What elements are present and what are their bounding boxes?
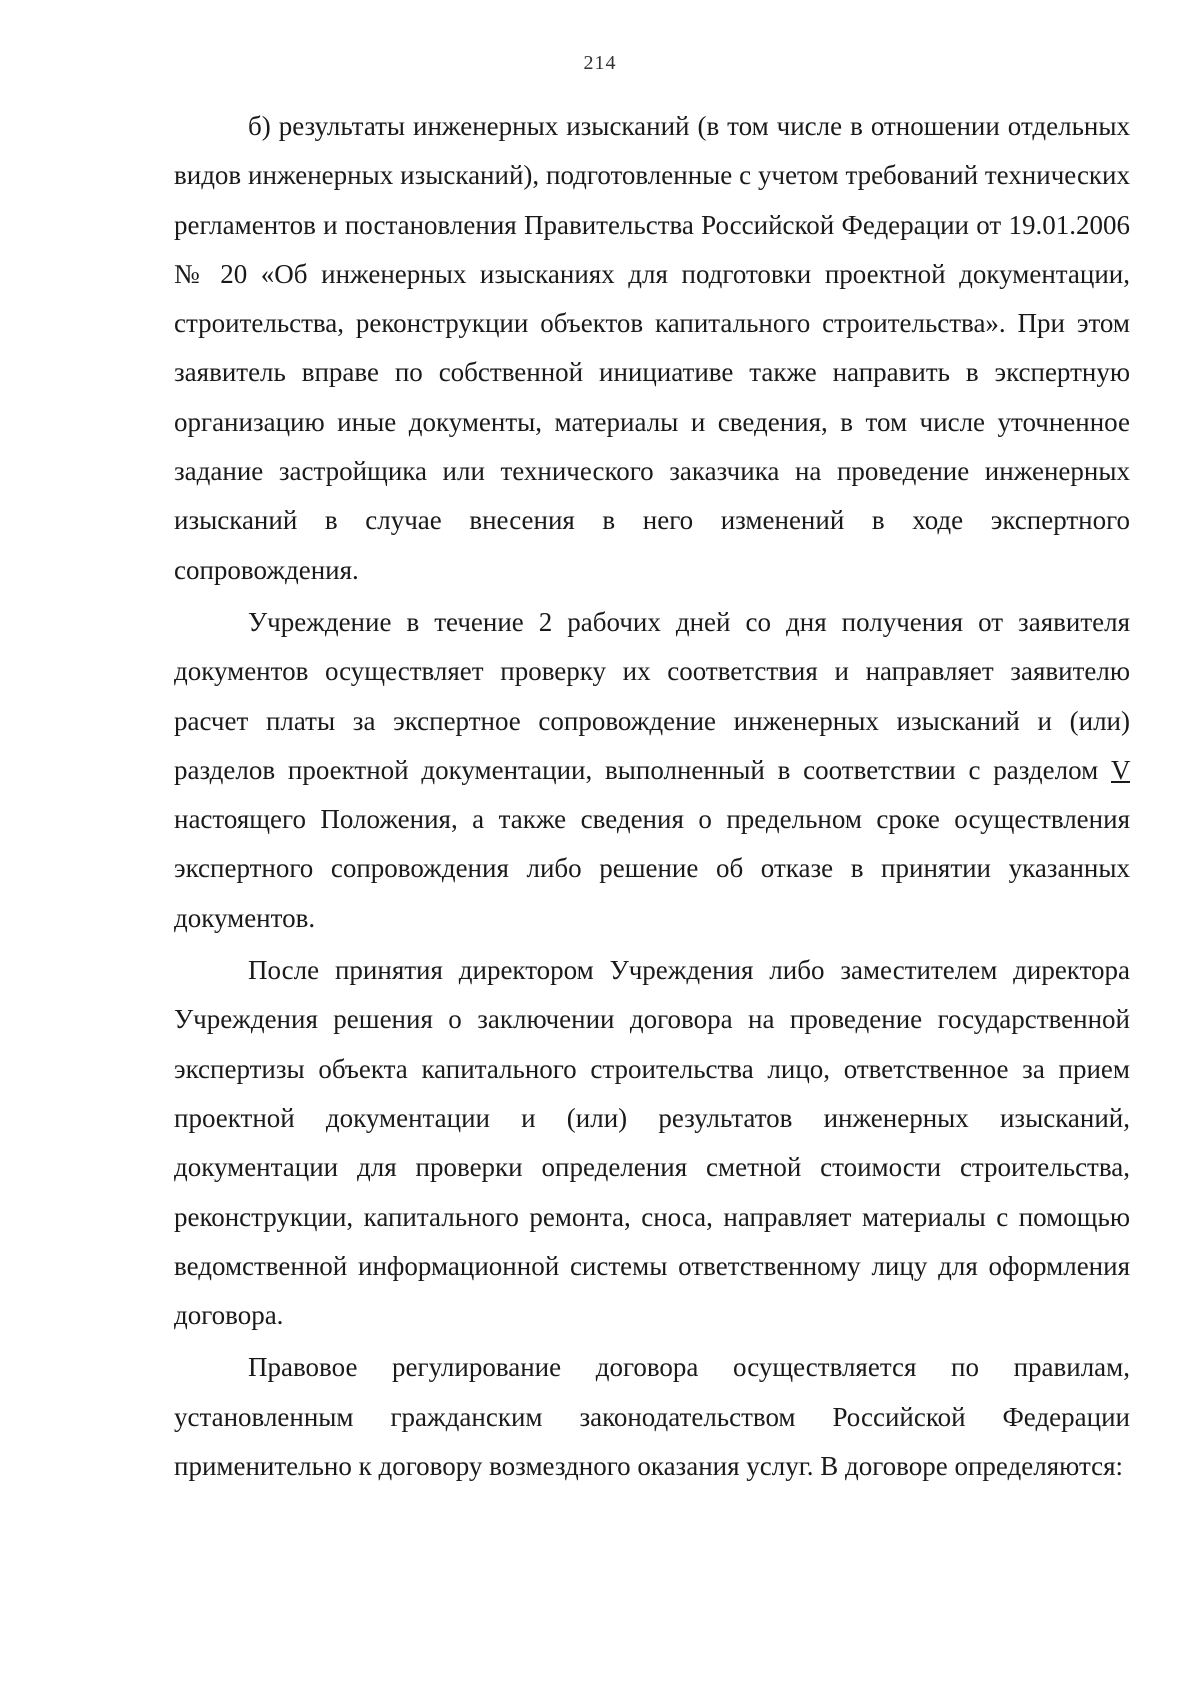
paragraph-engineering-surveys: б) результаты инженерных изысканий (в том числе в отношении отдельных видов инженерных изысканий), подготовленные с учетом требований технических регламентов и постановления Правительства Российской Федерации от 19.01.2006 № 20 «Об инженерных изысканиях для подготовки проектной документации, строительства, реконструкции объектов капитального строительства». При этом заявитель вправе по собственной инициативе также направить в экспертную организацию иные документы, материалы и сведения, в том числе уточненное задание застройщика или технического заказчика на проведение инженерных изысканий в случае внесения в него изменений в ходе экспертного сопровождения. [174, 111, 1130, 585]
page-number: 214 [583, 52, 617, 74]
paragraph-text-part: настоящего Положения, а также сведения о предельном сроке осуществления экспертного сопровождения либо решение об отказе в принятии указанных документов. [174, 804, 1130, 933]
document-body [174, 102, 1130, 1491]
paragraph-text-part: Учреждение в течение 2 рабочих дней со дня получения от заявителя документов осуществляет проверку их соответствия и направляет заявителю расчет платы за экспертное сопровождение инженерных изысканий и (или) разделов проектной документации, выполненный в соответствии с разделом [174, 606, 1130, 785]
paragraph-contract-decision: После принятия директором Учреждения либо заместителем директора Учреждения решения о заключении договора на проведение государственной экспертизы объекта капитального строительства лицо, ответственное за прием проектной документации и (или) результатов инженерных изысканий, документации для проверки определения сметной стоимости строительства, реконструкции, капитального ремонта, сноса, направляет материалы с помощью ведомственной информационной системы ответственному лицу для оформления договора. [174, 955, 1130, 1331]
paragraph-document-check [174, 598, 1130, 943]
section-reference: V [1110, 754, 1130, 785]
paragraph-legal-regulation: Правовое регулирование договора осуществляется по правилам, установленным гражданским законодательством Российской Федерации применительно к договору возмездного оказания услуг. В договоре определяются: [174, 1352, 1130, 1482]
